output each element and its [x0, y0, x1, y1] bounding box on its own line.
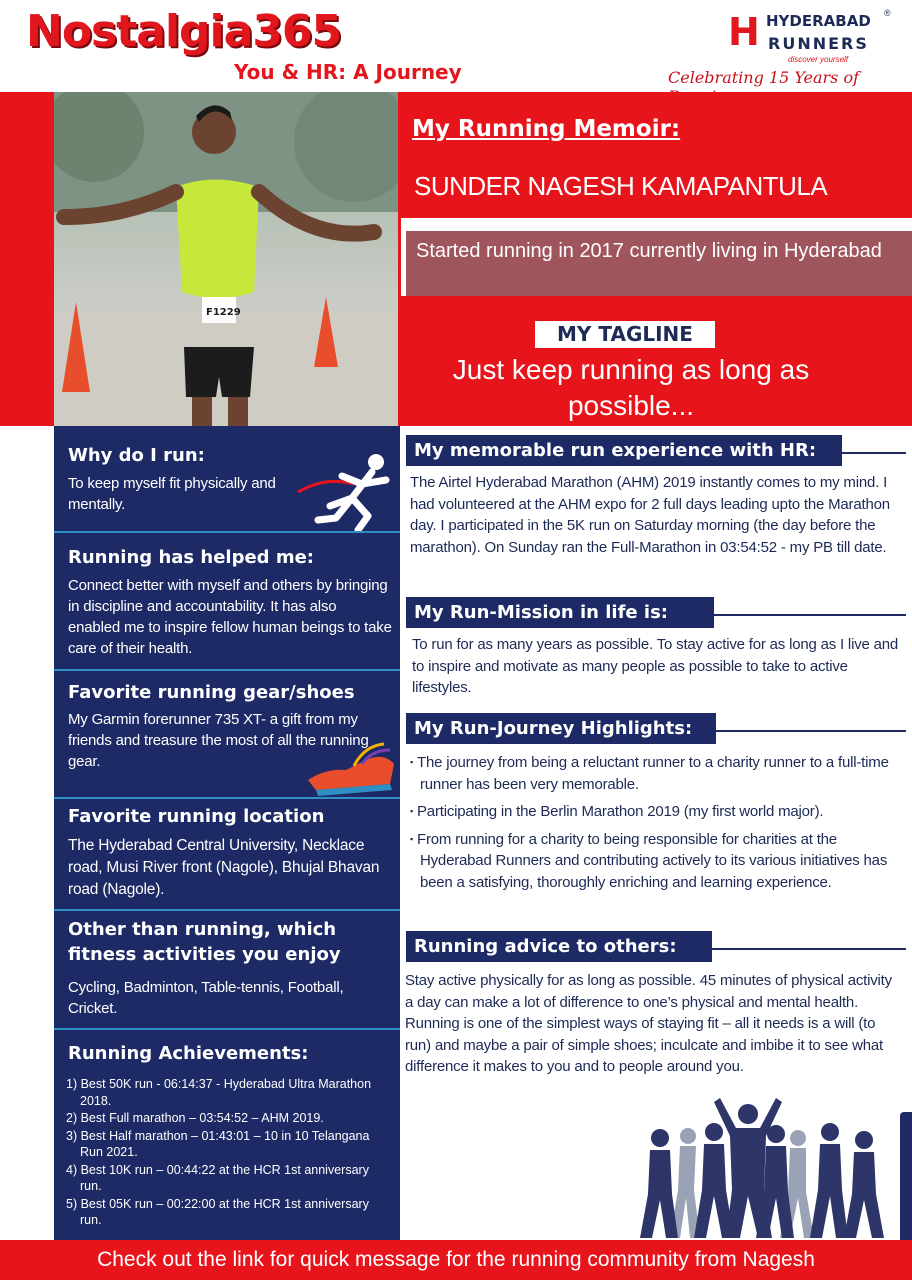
highlight-item: ▪ From running for a charity to being responsible for charities at the Hyderabad Runners and contributing actively to its various initiatives has been a satisfying, thoroughly enriching and learning experience. — [404, 829, 906, 894]
other-activities-text: Cycling, Badminton, Table-tennis, Football, Cricket. — [68, 979, 344, 1017]
gear-heading: Favorite running gear/shoes — [68, 682, 355, 703]
brand-subtitle: You & HR: A Journey — [234, 60, 462, 84]
decorative-side-bar — [900, 1112, 912, 1240]
location-text: The Hyderabad Central University, Necklace road, Musi River front (Nagole), Bhujal Bhavan road (Nagole). — [68, 837, 380, 898]
achievement-item: 5) Best 05K run – 00:22:00 at the HCR 1st anniversary run. — [66, 1196, 369, 1227]
runner-photo-illustration — [54, 92, 398, 426]
section-divider — [54, 669, 400, 671]
achievements-heading: Running Achievements: — [68, 1043, 309, 1064]
memorable-run-text: The Airtel Hyderabad Marathon (AHM) 2019 instantly comes to my mind. I had volunteered at the AHM expo for 2 full days leading upto the Marathon day. I participated in the 5K run on Saturday morning (the day before the marathon). On Sunday ran the Full-Marathon in 03:54:52 - my PB till date. — [410, 474, 890, 556]
started-running-text: Started running in 2017 currently living in Hyderabad — [416, 240, 882, 262]
section-divider — [54, 1028, 400, 1030]
registered-mark: ® — [884, 8, 891, 18]
section-divider — [54, 909, 400, 911]
logo-tagline: discover yourself — [788, 55, 849, 64]
run-mission-heading: My Run-Mission in life is: — [406, 597, 714, 628]
other-activities-heading: Other than running, which fitness activities you enjoy — [68, 919, 341, 965]
memorable-run-heading: My memorable run experience with HR: — [406, 435, 842, 466]
highlight-item: ▪ The journey from being a reluctant runner to a charity runner to a full-time runner has been very memorable. — [404, 752, 906, 795]
logo-runner-mark-icon: H — [728, 10, 760, 54]
runner-photo — [54, 92, 398, 426]
footer-link-text[interactable]: Check out the link for quick message for the running community from Nagesh — [0, 1240, 912, 1280]
section-divider — [54, 797, 400, 799]
achievement-item: 4) Best 10K run – 00:44:22 at the HCR 1st anniversary run. — [66, 1162, 369, 1193]
advice-text: Stay active physically for as long as possible. 45 minutes of physical activity a day can make a lot of difference to one’s physical and mental health. Running is one of the simplest ways of staying fit – all it needs is a will (to run) and maybe a pair of simple shoes; inculcate and imbibe it to see what difference it makes to you and to people around you. — [405, 972, 892, 1075]
heading-rule — [714, 614, 906, 616]
gear-text: My Garmin forerunner 735 XT- a gift from my friends and treasure the most of all the running gear. — [68, 711, 369, 770]
section-divider — [54, 531, 400, 533]
achievements-list — [66, 1076, 390, 1230]
hyderabad-runners-logo — [728, 8, 898, 68]
race-bib: F1229 — [206, 307, 241, 318]
heading-rule — [712, 948, 906, 950]
highlights-heading: My Run-Journey Highlights: — [406, 713, 716, 744]
why-run-heading: Why do I run: — [68, 445, 205, 466]
highlight-item: ▪ Participating in the Berlin Marathon 2019 (my first world major). — [404, 801, 906, 823]
achievement-item: 3) Best Half marathon – 01:43:01 – 10 in 10 Telangana Run 2021. — [66, 1128, 370, 1159]
celebrating-text: Celebrating 15 Years of — [668, 68, 860, 87]
helped-text: Connect better with myself and others by bringing in discipline and accountability. It has also enabled me to inspire fellow human beings to take care of their health. — [68, 577, 392, 657]
crowd-runners-icon — [608, 1098, 896, 1240]
why-run-text: To keep myself fit physically and mentally. — [68, 475, 276, 513]
running-shoe-icon — [306, 740, 398, 798]
memoir-title: My Running Memoir: — [412, 116, 681, 142]
run-mission-text: To run for as many years as possible. To stay active for as long as I live and to inspire and motivate as many people as possible to take to active lifestyles. — [412, 636, 899, 696]
advice-heading: Running advice to others: — [406, 931, 712, 962]
location-heading: Favorite running location — [68, 806, 325, 827]
brand-title: Nostalgia365 — [26, 6, 342, 57]
achievement-item: 2) Best Full marathon – 03:54:52 – AHM 2019. — [66, 1111, 324, 1125]
logo-line-hyderabad: HYDERABAD — [766, 12, 871, 30]
tagline-label: MY TAGLINE — [535, 321, 715, 348]
highlights-list — [404, 752, 906, 899]
runner-name: SUNDER NAGESH KAMAPANTULA — [414, 171, 828, 201]
helped-heading: Running has helped me: — [68, 547, 314, 568]
tagline-text: Just keep running as long as possible... — [452, 354, 810, 421]
logo-line-runners: RUNNERS — [768, 34, 869, 53]
achievement-item: 1) Best 50K run - 06:14:37 - Hyderabad Ultra Marathon 2018. — [66, 1077, 372, 1108]
heading-rule — [716, 730, 906, 732]
heading-rule — [842, 452, 906, 454]
sprinter-icon — [296, 450, 396, 532]
